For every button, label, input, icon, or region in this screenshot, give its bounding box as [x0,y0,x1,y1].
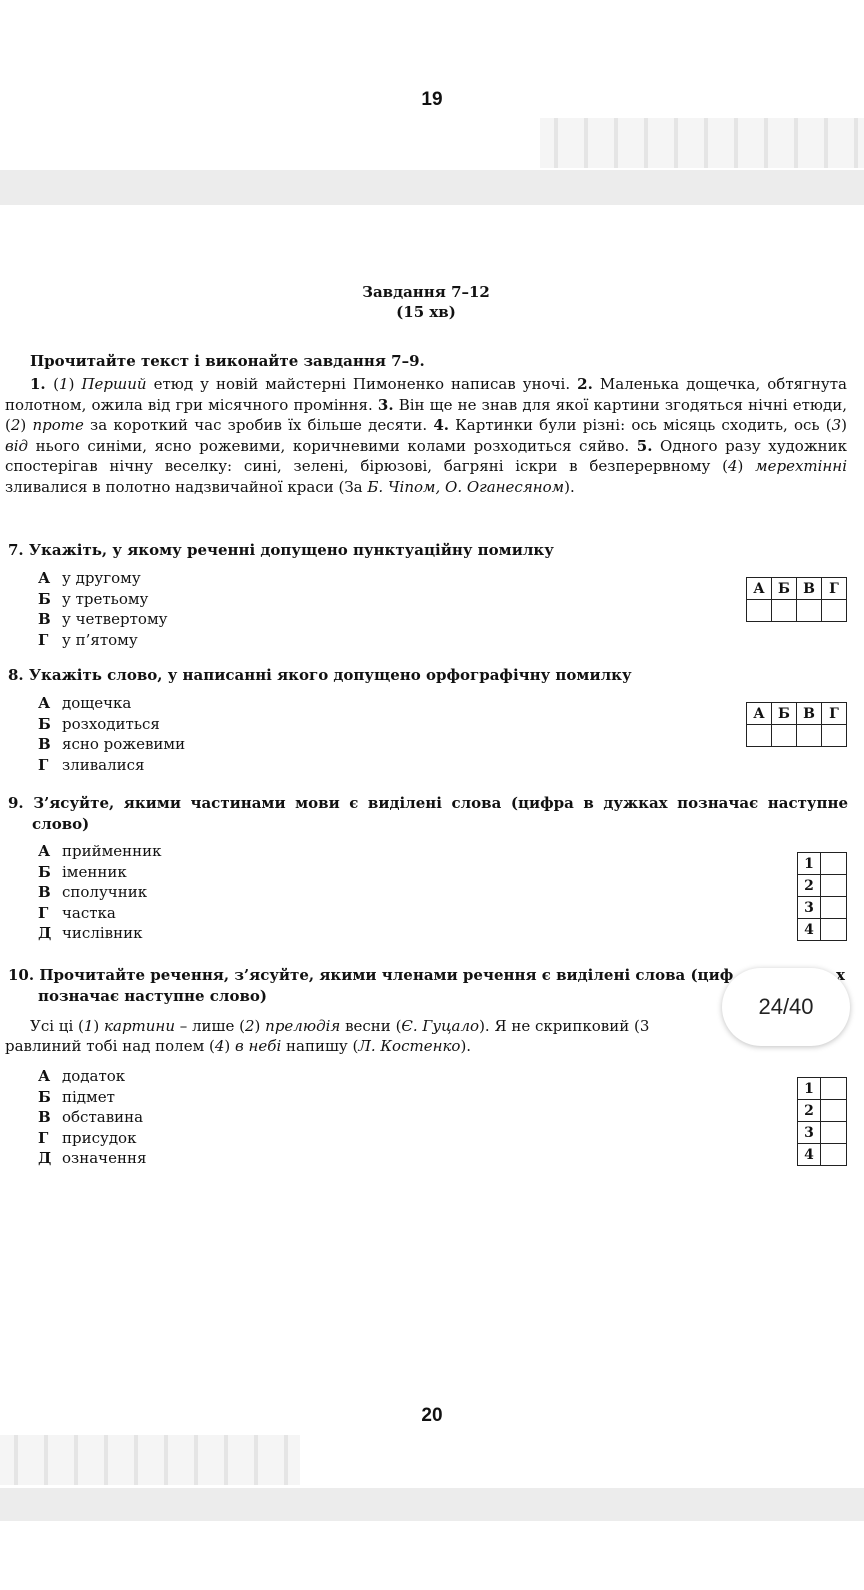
q9-options [38,841,162,944]
page-number-bottom: 20 [421,1405,443,1426]
option-letter: Г [38,755,49,774]
option-letter: Г [38,1128,49,1147]
q10-sentence-2 [5,1036,471,1057]
option-letter: А [38,569,51,587]
grid-number: 1 [798,853,821,875]
grid-header: А [747,703,772,725]
question-9: 9. З’ясуйте, якими частинами мови є виділені слова (цифра в дужках позначає наступне слово) [8,794,848,833]
option-letter: В [38,1108,51,1126]
page-separator-bottom [0,1488,864,1521]
text-run: Картинки були різні: ось місяць сходить, ось ( [448,416,832,434]
option-letter: В [38,735,51,753]
highlighted-word: 1 [83,1017,94,1035]
option-letter: Д [38,1149,52,1167]
option-text: ясно рожевими [62,735,186,753]
text-run: – лише ( [174,1017,245,1035]
text-run: нього синіми, ясно рожевими, коричневими колами розходиться сяйво. [28,436,637,455]
page-separator [0,170,864,205]
sentence-number: 4. [433,416,449,434]
answer-cell[interactable] [821,1122,847,1144]
grid-number: 1 [798,1078,821,1100]
page-number-top: 19 [421,89,443,110]
text-run: ) [841,416,848,434]
option [38,1087,146,1108]
highlighted-word: 3 [831,416,842,434]
option-text: числівник [62,924,143,942]
text-run: ). Я не скрипковий (3 [479,1017,650,1035]
grid-header: А [747,578,772,600]
option-text: у другому [62,569,141,587]
option [38,734,185,755]
highlighted-word: Л. Костенко [358,1037,461,1055]
option-letter: Д [38,924,52,942]
answer-grid-7[interactable] [746,577,847,622]
section-time: (15 хв) [396,303,456,321]
text-run: за короткий час зробив їх більше десяти. [83,416,434,434]
highlighted-word: Перший [81,375,147,393]
text-run: ) [254,1017,266,1035]
sentence-number: 5. [636,436,653,455]
option-text: у третьому [62,589,149,608]
option-text: підмет [62,1087,115,1106]
sentence-number: 2. [577,375,593,393]
text-run: ). [460,1037,472,1055]
option-text: у п’ятому [62,630,138,649]
grid-number: 4 [798,919,821,941]
question-10-tail: х [836,966,845,984]
grid-number: 3 [798,1122,821,1144]
q10-options [38,1066,146,1169]
text-run: Одного разу художник спостерігав нічну веселку: сині, зелені, бірюзові, багряні іскри в безперервному ( [5,436,847,475]
option-text: присудок [62,1128,137,1147]
highlighted-word: 4 [214,1037,225,1055]
text-run: равлиний тобі над полем ( [5,1037,215,1055]
sentence-number: 1. [30,375,54,393]
answer-grid-10[interactable] [797,1077,847,1166]
answer-cell[interactable] [821,919,847,941]
option-letter: А [38,694,51,712]
option-text: у четвертому [62,610,168,628]
grid-number: 4 [798,1144,821,1166]
highlighted-word: 4 [728,457,738,475]
option [38,568,167,589]
option-letter: Б [38,1087,51,1106]
text-run: весни ( [340,1017,402,1035]
option [38,630,167,651]
text-run: Він ще не знав для якої картини згодяться нічні етюди, ( [5,395,847,434]
answer-cell[interactable] [797,725,822,747]
option [38,693,185,714]
answer-cell[interactable] [821,1144,847,1166]
text-run: зливалися в полотно надзвичайної краси (За [5,477,368,496]
option-letter: А [38,1067,51,1085]
grid-header: Б [772,578,797,600]
intro: Прочитайте текст і виконайте завдання 7–9. [30,352,425,370]
highlighted-word: в небі [235,1037,282,1055]
answer-cell[interactable] [772,725,797,747]
section-title: Завдання 7–12 [362,283,490,301]
option [38,609,167,630]
ornament-bottom [0,1435,300,1485]
option [38,923,162,944]
text-run: ). [564,477,575,496]
highlighted-word: мерехтінні [755,457,847,475]
highlighted-word: Б. Чіпом, О. Оганесяном [367,477,565,496]
text-run: ) [20,416,33,434]
answer-cell[interactable] [747,600,772,622]
answer-grid-8[interactable] [746,702,847,747]
sentence-number: 3. [377,395,394,414]
highlighted-word: картини [104,1017,175,1035]
grid-header: Г [822,578,847,600]
grid-header: В [797,703,822,725]
highlighted-word: прелюдія [265,1017,341,1035]
option [38,841,162,862]
grid-number: 2 [798,1100,821,1122]
text-run: Маленька дощечка, обтягнута полотном, ожила від гри місячного проміння. [5,375,847,414]
question-8: 8. Укажіть слово, у написанні якого допущено орфографічну помилку [8,666,632,684]
text-run: Усі ці ( [30,1017,84,1035]
option-letter: Г [38,903,49,922]
option-text: іменник [62,862,127,881]
option-text: дощечка [62,694,132,712]
option [38,862,162,883]
option-text: зливалися [62,755,145,774]
answer-cell[interactable] [822,600,847,622]
option-letter: Г [38,630,49,649]
option [38,882,162,903]
option [38,1066,146,1087]
option-letter: В [38,883,51,901]
option [38,589,167,610]
option [38,1148,146,1169]
answer-cell[interactable] [772,600,797,622]
option-text: додаток [62,1067,126,1085]
page-counter: 24/40 [722,968,850,1046]
answer-cell[interactable] [821,853,847,875]
highlighted-word: Є. Гуцало [401,1017,480,1035]
answer-cell[interactable] [747,725,772,747]
option-letter: Б [38,589,51,608]
q7-options [38,568,167,650]
grid-header: Б [772,703,797,725]
answer-cell[interactable] [797,600,822,622]
option-text: означення [62,1149,147,1167]
option-letter: А [38,842,51,860]
highlighted-word: 1 [59,375,69,393]
option [38,903,162,924]
ornament-top [540,118,864,168]
answer-cell[interactable] [821,1078,847,1100]
text-run: етюд у новій майстерні Пимоненко написав уночі. [146,375,578,393]
question-10-line2: позначає наступне слово) [38,987,267,1005]
option [38,1107,146,1128]
q10-sentence-1 [30,1016,649,1037]
highlighted-word: від [5,436,29,455]
reading-text [5,374,847,497]
text-run: напишу ( [281,1037,359,1055]
answer-cell[interactable] [821,897,847,919]
option-text: частка [62,903,116,922]
option-text: сполучник [62,883,148,901]
option-letter: В [38,610,51,628]
answer-cell[interactable] [821,1100,847,1122]
option [38,1128,146,1149]
text-run: ) [224,1037,236,1055]
option [38,714,185,735]
answer-cell[interactable] [821,875,847,897]
option-letter: Б [38,714,51,733]
text-run: ) [68,375,82,393]
question-7: 7. Укажіть, у якому реченні допущено пунктуаційну помилку [8,541,554,559]
highlighted-word: 2 [10,416,21,434]
highlighted-word: 2 [245,1017,255,1035]
answer-cell[interactable] [822,725,847,747]
highlighted-word: проте [32,416,84,434]
text-run: ) [93,1017,105,1035]
grid-header: Г [822,703,847,725]
option-text: розходиться [62,714,160,733]
q8-options [38,693,185,775]
question-10-line1: 10. Прочитайте речення, з’ясуйте, якими членами речення є виділені слова (циф [8,966,734,984]
option [38,755,185,776]
option-letter: Б [38,862,51,881]
grid-number: 2 [798,875,821,897]
grid-header: В [797,578,822,600]
text-run: ( [53,375,60,393]
option-text: обставина [62,1108,144,1126]
answer-grid-9[interactable] [797,852,847,941]
text-run: ) [737,457,756,475]
option-text: прийменник [62,842,162,860]
grid-number: 3 [798,897,821,919]
